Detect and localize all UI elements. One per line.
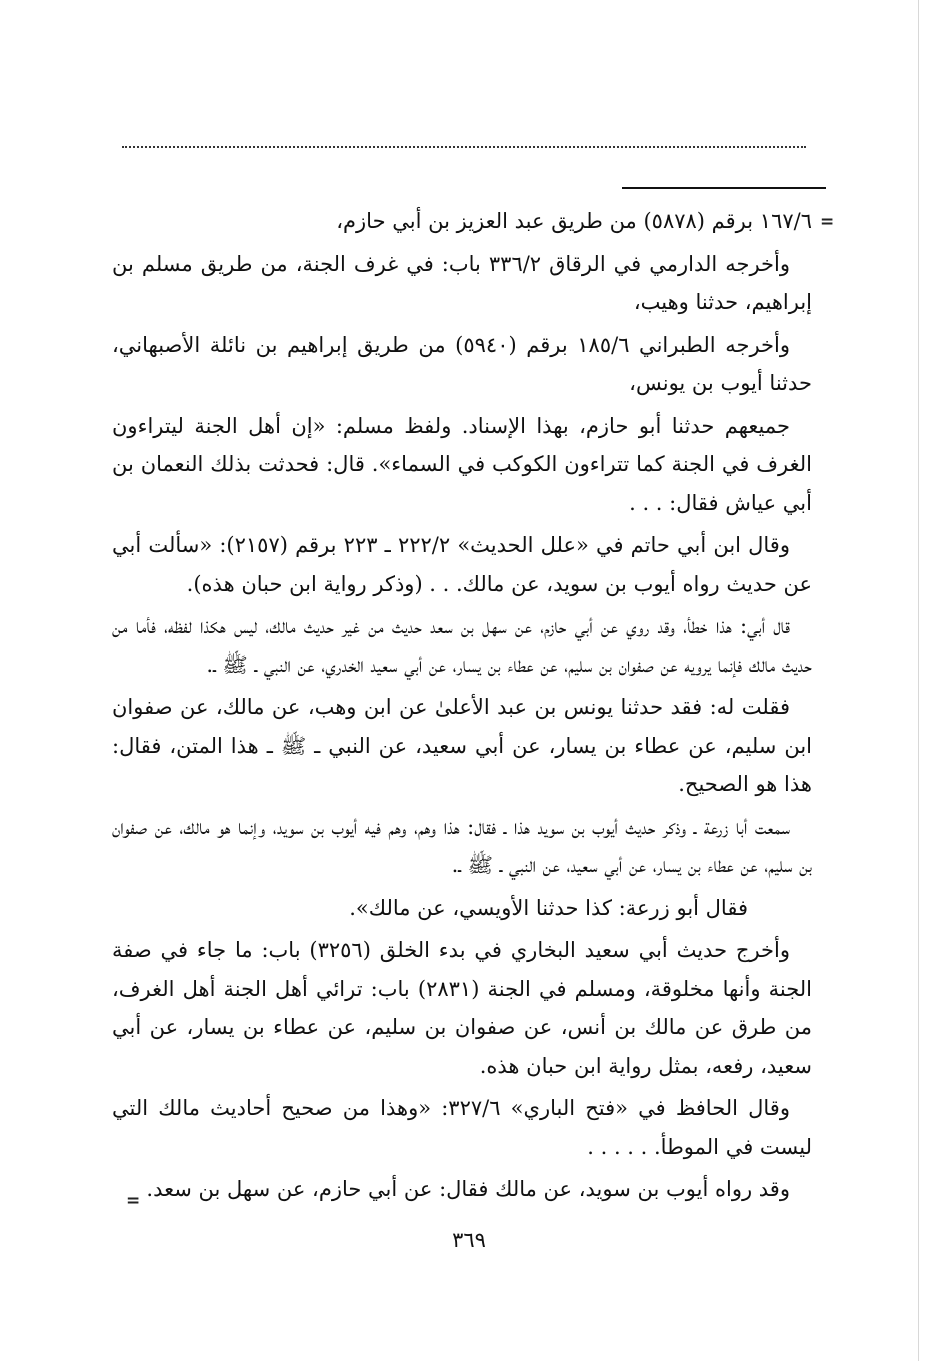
paragraph-6: قال أبي: هذا خطأ، وقد روي عن أبي حازم، عن سهل بن سعد حديث من غير حديث مالك، ليس هكذا لفظه، فأما من حديث مالك فإنما يرويه عن صفوان بن سليم، عن عطاء بن يسار، عن أبي سعيد الخدري، عن النبي ـ ﷺ ـ. — [112, 614, 812, 677]
dotted-separator — [122, 146, 806, 148]
footnote-text — [112, 202, 812, 1213]
paragraph-9: فقال أبو زرعة: كذا حدثنا الأويسي، عن مالك». — [349, 895, 748, 920]
paragraph-2: وأخرجه الدارمي في الرقاق ٣٣٦/٢ باب: في غرف الجنة، من طريق مسلم بن إبراهيم، حدثنا وهيب، — [112, 251, 812, 314]
paragraph-12: وقد رواه أيوب بن سويد، عن مالك فقال: عن أبي حازم، عن سهل بن سعد. — [146, 1177, 790, 1201]
paragraph-5: وقال ابن أبي حاتم في «علل الحديث» ٢٢٢/٢ ـ ٢٢٣ برقم (٢١٥٧): «سألت أبي عن حديث رواه أيوب بن سويد، عن مالك. . . (وذكر رواية ابن حبان هذه). — [112, 533, 812, 596]
paragraph-10: وأخرج حديث أبي سعيد البخاري في بدء الخلق (٣٢٥٦) باب: ما جاء في صفة الجنة وأنها مخلوقة، ومسلم في الجنة (٢٨٣١) باب: ترائي أهل الجنة أهل الغرف، من طرق عن مالك بن أنس، عن صفوان بن سليم، عن عطاء بن يسار، عن أبي سعيد، رفعه، بمثل رواية ابن حبان هذه. — [112, 938, 812, 1078]
scan-edge-line — [918, 0, 919, 1361]
paragraph-7: فقلت له: فقد حدثنا يونس بن عبد الأعلىٰ عن ابن وهب، عن مالك، عن صفوان ابن سليم، عن عطاء بن يسار، عن أبي سعيد، عن النبي ـ ﷺ ـ هذا المتن، فقال: هذا هو الصحيح. — [112, 695, 812, 796]
footnote-rule — [622, 187, 826, 189]
continuation-mark-top: = — [820, 212, 835, 232]
paragraph-11: وقال الحافظ في «فتح الباري» ٣٢٧/٦: «وهذا من صحيح أحاديث مالك التي ليست في الموطأ. . . . . . — [112, 1096, 812, 1159]
paragraph-3: وأخرجه الطبراني ١٨٥/٦ برقم (٥٩٤٠) من طريق إبراهيم بن نائلة الأصبهاني، حدثنا أيوب بن يونس، — [112, 332, 812, 395]
paragraph-4: جميعهم حدثنا أبو حازم، بهذا الإسناد. ولفظ مسلم: «إن أهل الجنة ليتراءون الغرف في الجنة كما تتراءون الكوكب في السماء». قال: فحدثت بذلك النعمان بن أبي عياش فقال: . . . — [112, 413, 812, 515]
page-number: ٣٦٩ — [452, 1228, 486, 1252]
paragraph-1: ١٦٧/٦ برقم (٥٨٧٨) من طريق عبد العزيز بن أبي حازم، — [336, 209, 812, 233]
paragraph-8: سمعت أبا زرعة ـ وذكر حديث أيوب بن سويد هذا ـ فقال: هذا وهم، وهم فيه أيوب بن سويد، وإنما هو مالك، عن صفوان بن سليم، عن عطاء بن يسار، عن أبي سعيد، عن النبي ـ ﷺ ـ. — [112, 814, 812, 877]
continuation-mark-bottom: = — [126, 1191, 141, 1211]
